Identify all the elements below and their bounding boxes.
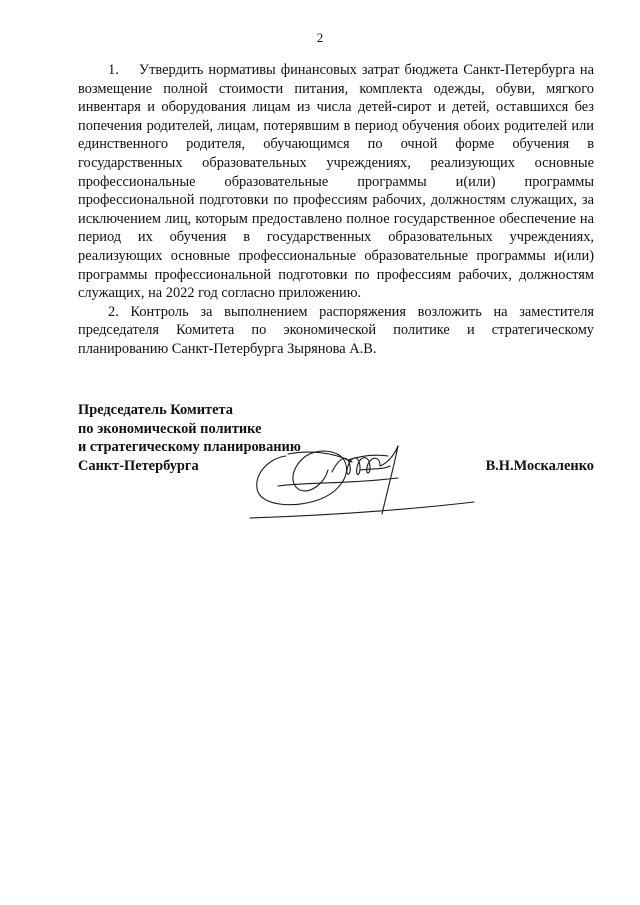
document-body (78, 61, 594, 359)
handwritten-signature (248, 426, 478, 526)
signatory-title-line: Председатель Комитета (78, 402, 233, 418)
page-number: 2 (316, 30, 324, 45)
paragraph-2: 2. Контроль за выполнением распоряжения возложить на заместителя председателя Комитета по экономической политике и стратегическому планированию Санкт-Петербурга Зырянова А.В. (78, 303, 594, 357)
signatory-name: В.Н.Москаленко (485, 457, 594, 474)
signature-block (78, 401, 594, 531)
signatory-title-line: по экономической политике (78, 420, 262, 437)
signatory-title-line: Санкт-Петербурга (78, 457, 199, 474)
paragraph-1: 1. Утвердить нормативы финансовых затрат бюджета Санкт-Петербурга на возмещение полной стоимости питания, комплекта одежды, обуви, мягкого инвентаря и оборудования лицам из числа детей-сирот и детей, оставшихся без попечения родителей, лицам, потерявшим в период обучения обоих родителей или единственного родителя, обучающимся по очной форме обучения в государственных образовательных учреждениях, реализующих основные профессиональные образовательные программы и(или) программы профессиональной подготовки по профессиям рабочих, должностям служащих, за исключением лиц, которым предоставлено полное государственное обеспечение на период их обучения в государственных образовательных учреждениях, реализующих основные профессиональные образовательные программы и(или) программы профессиональной подготовки по профессиям рабочих, должностям служащих, на 2022 год согласно приложению. (78, 62, 594, 302)
signatory-title-line: и стратегическому планированию (78, 439, 301, 456)
